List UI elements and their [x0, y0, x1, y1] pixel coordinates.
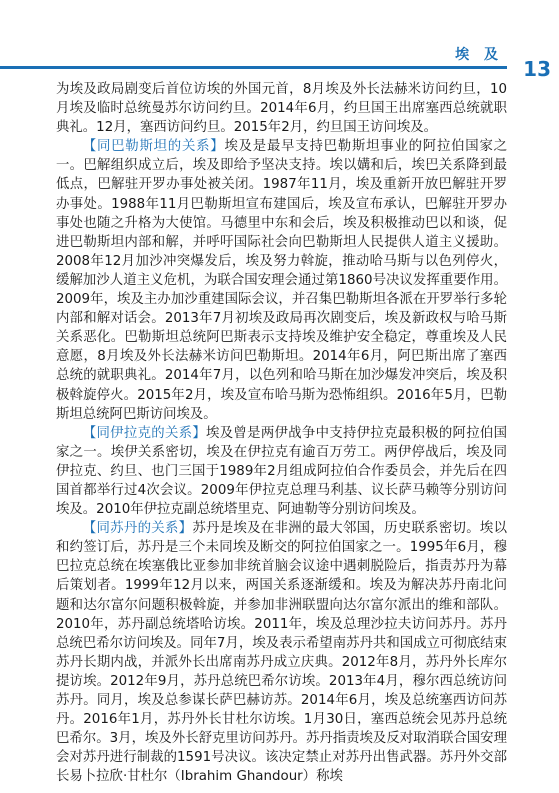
header-divider [0, 66, 507, 69]
paragraph-iraq [56, 424, 507, 519]
section-heading: 【同伊拉克的关系】 [82, 425, 207, 441]
body-text [56, 80, 507, 786]
section-heading: 【同巴勒斯坦的关系】 [82, 139, 225, 155]
section-heading: 【同苏丹的关系】 [82, 521, 193, 537]
paragraph-text: 埃及曾是两伊战争中支持伊拉克最积极的阿拉伯国家之一。埃伊关系密切，埃及在伊拉克有逾百万劳工。两伊停战后，埃及同伊拉克、约旦、也门三国于1989年2月组成阿拉伯合作委员会，并先后在四国首都举行过4次会议。2009年伊拉克总理马利基、议长萨马赖等分别访问埃及。2010年伊拉克副总统塔里克、阿迪勒等分别访问埃及。 [56, 425, 508, 518]
paragraph-sudan [56, 519, 507, 786]
paragraph-text: 为埃及政局剧变后首位访埃的外国元首，8月埃及外长法赫米访问约旦，10月埃及临时总统曼苏尔访问约旦。2014年6月，约旦国王出席塞西总统就职典礼。12月，塞西访问约旦。2015年2月，约旦国王访问埃及。 [56, 82, 507, 136]
page-number: 13 [523, 57, 551, 81]
section-title: 埃 及 [455, 47, 503, 63]
paragraph-text: 埃及是最早支持巴勒斯坦事业的阿拉伯国家之一。巴解组织成立后，埃及即给予坚决支持。埃以媾和后，埃巴关系降到最低点，巴解驻开罗办事处被关闭。1987年11月，埃及重新开放巴解驻开罗办事处。1988年11月巴勒斯坦宣布建国后，埃及宣布承认，巴解驻开罗办事处也随之升格为大使馆。马德里中东和会后，埃及积极推动巴以和谈，促进巴勒斯坦内部和解，并呼吁国际社会向巴勒斯坦人民提供人道主义援助。2008年12月加沙冲突爆发后，埃及努力斡旋，推动哈马斯与以色列停火，缓解加沙人道主义危机，为联合国安理会通过第1860号决议发挥重要作用。2009年，埃及主办加沙重建国际会议，并召集巴勒斯坦各派在开罗举行多轮内部和解对话会。2013年7月初埃及政局再次剧变后，埃及新政权与哈马斯关系恶化。巴勒斯坦总统阿巴斯表示支持埃及维护安全稳定，尊重埃及人民意愿，8月埃及外长法赫米访问巴勒斯坦。2014年6月，阿巴斯出席了塞西总统的就职典礼。2014年7月，以色列和哈马斯在加沙爆发冲突后，埃及积极斡旋停火。2015年2月，埃及宣布哈马斯为恐怖组织。2016年5月，巴勒斯坦总统阿巴斯访问埃及。 [56, 139, 508, 422]
paragraph-text: 苏丹是埃及在非洲的最大邻国，历史联系密切。埃以和约签订后，苏丹是三个未同埃及断交的阿拉伯国家之一。1995年6月，穆巴拉克总统在埃塞俄比亚参加非统首脑会议途中遇刺脱险后，指责苏丹为幕后策划者。1999年12月以来，两国关系逐渐缓和。埃及为解决苏丹南北问题和达尔富尔问题积极斡旋，并参加非洲联盟向达尔富尔派出的维和部队。2010年，苏丹副总统塔哈访埃。2011年，埃及总理沙拉夫访问苏丹。苏丹总统巴希尔访问埃及。同年7月，埃及表示希望南苏丹共和国成立可彻底结束苏丹长期内战，并派外长出席南苏丹成立庆典。2012年8月，苏丹外长库尔提访埃。2012年9月，苏丹总统巴希尔访埃。2013年4月，穆尔西总统访问苏丹。同月，埃及总参谋长萨巴赫访苏。2014年6月，埃及总统塞西访问苏丹。2016年1月，苏丹外长甘杜尔访埃。1月30日，塞西总统会见苏丹总统巴希尔。3月，埃及外长舒克里访问苏丹。苏丹指责埃及反对取消联合国安理会对苏丹进行制裁的1591号决议。该决定禁止对苏丹出售武器。苏丹外交部长易卜拉欣·甘杜尔（Ibrahim Ghandour）称埃 [56, 521, 508, 785]
paragraph-palestine [56, 137, 507, 423]
paragraph-jordan-cont [56, 80, 507, 137]
